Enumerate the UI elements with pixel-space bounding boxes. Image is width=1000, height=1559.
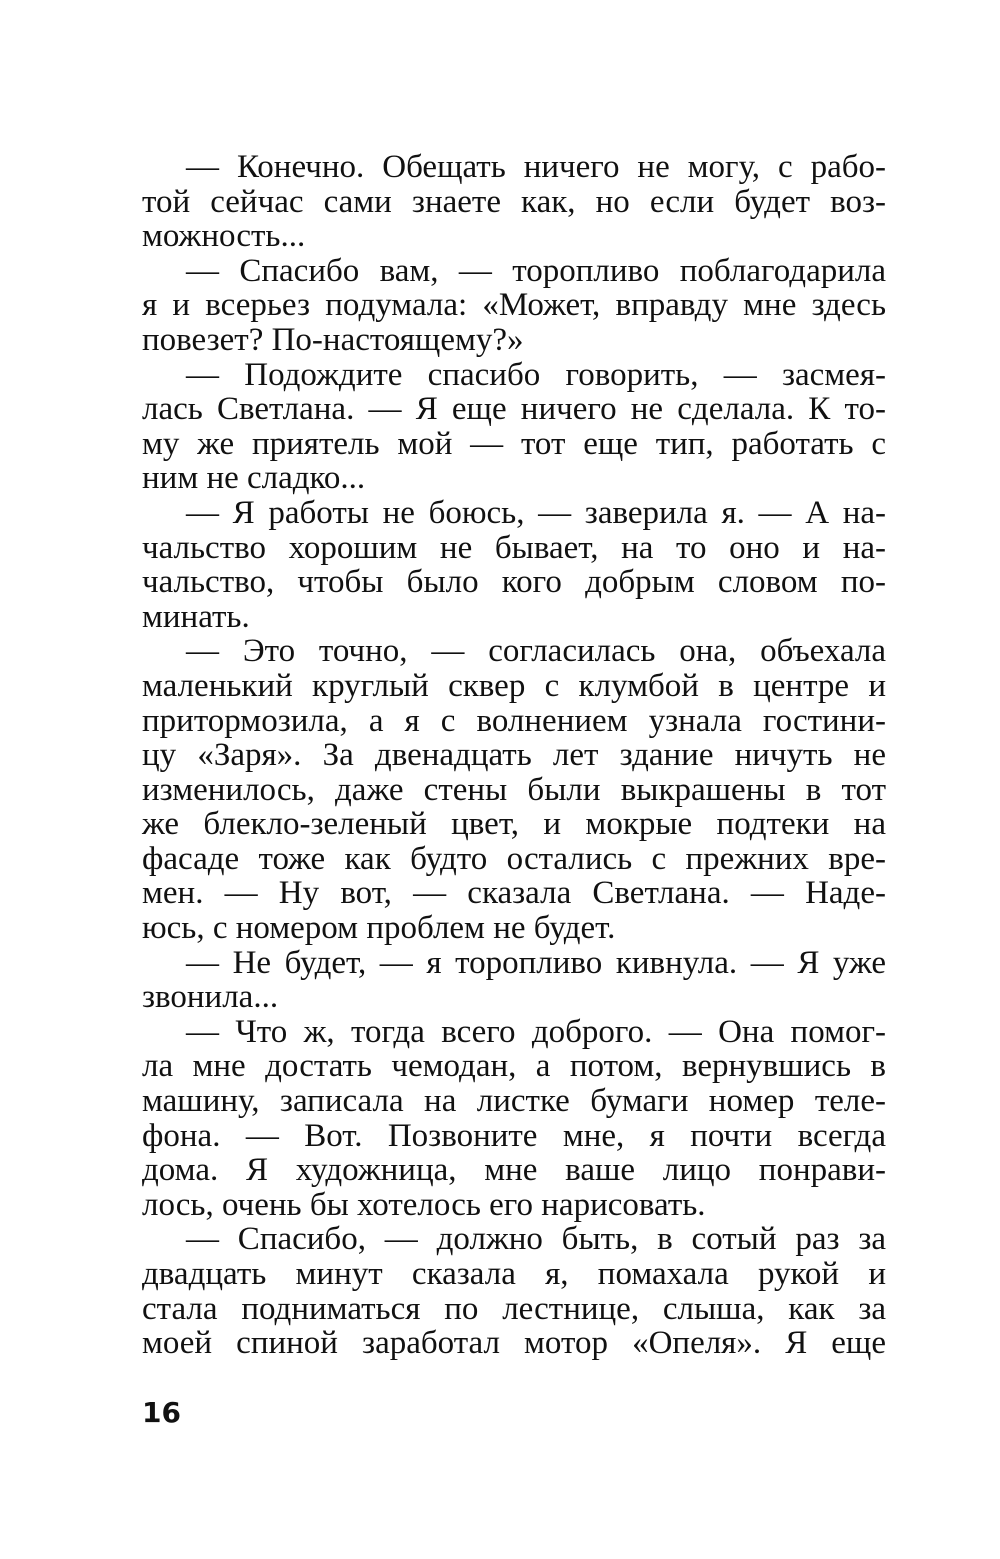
- text-line: цу «Заря». За двенадцать лет здание ничуть не: [142, 737, 886, 774]
- text-line: — Спасибо вам, — торопливо поблагодарила: [186, 252, 886, 289]
- text-line: изменилось, даже стены были выкрашены в тот: [142, 771, 886, 808]
- text-line: притормозила, а я с волнением узнала гостини-: [142, 702, 886, 739]
- body-text: [142, 150, 886, 1361]
- text-line: чальство, чтобы было кого добрым словом по-: [142, 564, 886, 601]
- text-line: звонила...: [142, 979, 279, 1016]
- text-line: — Не будет, — я торопливо кивнула. — Я уже: [186, 944, 886, 981]
- text-line: лось, очень бы хотелось его нарисовать.: [142, 1186, 706, 1223]
- text-line: му же приятель мой — тот еще тип, работать с: [142, 425, 886, 462]
- text-line: маленький круглый сквер с клумбой в центре и: [142, 667, 886, 704]
- text-line: повезет? По-настоящему?»: [142, 321, 524, 358]
- text-line: чальство хорошим не бывает, на то оно и на-: [142, 529, 886, 566]
- text-line: — Я работы не боюсь, — заверила я. — А на-: [186, 494, 886, 531]
- text-line: — Что ж, тогда всего доброго. — Она помог-: [186, 1013, 886, 1050]
- text-line: же блекло-зеленый цвет, и мокрые подтеки на: [142, 806, 886, 843]
- text-line: машину, записала на листке бумаги номер теле-: [142, 1083, 886, 1120]
- text-line: юсь, с номером проблем не будет.: [142, 910, 616, 947]
- text-line: стала подниматься по лестнице, слыша, как за: [142, 1290, 886, 1327]
- text-line: я и всерьез подумала: «Может, вправду мне здесь: [142, 287, 886, 324]
- text-line: минать.: [142, 598, 250, 635]
- text-line: той сейчас сами знаете как, но если будет воз-: [142, 183, 886, 220]
- text-line: мен. — Ну вот, — сказала Светлана. — Наде-: [142, 875, 886, 912]
- text-line: лась Светлана. — Я еще ничего не сделала. К то-: [142, 391, 886, 428]
- text-line: — Спасибо, — должно быть, в сотый раз за: [186, 1221, 886, 1258]
- text-line: двадцать минут сказала я, помахала рукой и: [142, 1256, 886, 1292]
- text-line: можность...: [142, 218, 306, 255]
- text-line: дома. Я художница, мне ваше лицо понрави-: [142, 1152, 886, 1189]
- text-line: — Это точно, — согласилась она, объехала: [186, 633, 886, 670]
- text-line: фасаде тоже как будто остались с прежних вре-: [142, 840, 886, 877]
- text-line: — Конечно. Обещать ничего не могу, с рабо-: [186, 149, 886, 185]
- text-line: — Подождите спасибо говорить, — засмея-: [186, 356, 886, 393]
- text-line: ла мне достать чемодан, а потом, вернувшись в: [142, 1048, 886, 1085]
- text-line: фона. — Вот. Позвоните мне, я почти всегда: [142, 1117, 886, 1154]
- page-number: 16: [142, 1396, 181, 1429]
- text-line: ним не сладко...: [142, 460, 366, 497]
- text-line: моей спиной заработал мотор «Опеля». Я еще: [142, 1325, 886, 1362]
